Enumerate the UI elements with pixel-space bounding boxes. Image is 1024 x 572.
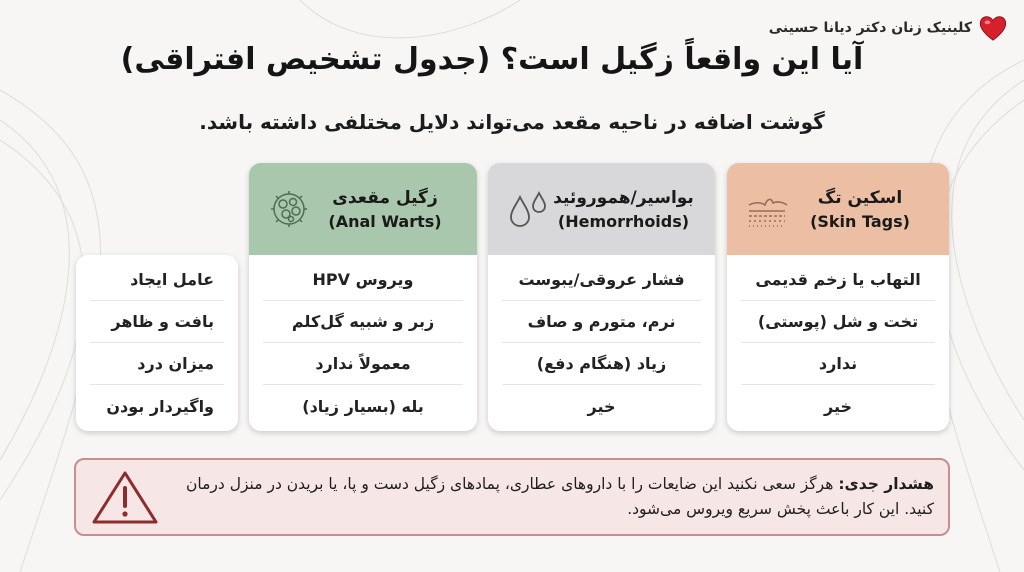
cell-texture: زبر و شبیه گل‌کلم <box>263 301 463 343</box>
cell-pain: معمولاً ندارد <box>263 343 463 385</box>
row-label-texture: بافت و ظاهر <box>90 301 224 343</box>
column-title-english: (Hemorrhoids) <box>557 211 690 231</box>
warning-text-block <box>170 472 934 522</box>
page-subtitle: گوشت اضافه در ناحیه مقعد می‌تواند دلایل مختلفی داشته باشد. <box>199 110 825 134</box>
clinic-brand <box>769 14 1008 42</box>
row-label-pain: میزان درد <box>90 343 224 385</box>
column-title-english: (Anal Warts) <box>328 211 442 231</box>
skin-layers-icon <box>745 187 789 231</box>
cell-texture: نرم، متورم و صاف <box>502 301 701 343</box>
warning-label: هشدار جدی: <box>838 475 934 493</box>
column-card-hemorrhoids <box>488 163 715 431</box>
cell-cause: فشار عروقی/یبوست <box>502 259 701 301</box>
warning-box <box>74 458 950 536</box>
cell-cause: ویروس HPV <box>263 259 463 301</box>
column-header <box>249 163 477 255</box>
row-label-cause: عامل ایجاد <box>90 259 224 301</box>
column-title: اسکین تگ <box>817 187 903 208</box>
cell-texture: تخت و شل (پوستی) <box>741 301 935 343</box>
clinic-name: کلینیک زنان دکتر دیانا حسینی <box>768 20 972 36</box>
column-title: زگیل مقعدی <box>332 187 438 208</box>
column-header <box>488 163 715 255</box>
column-card-anal-warts <box>249 163 477 431</box>
warning-triangle-icon <box>90 468 160 526</box>
cell-contagious: خیر <box>824 396 853 416</box>
page-title: آیا این واقعاً زگیل است؟ (جدول تشخیص افتراقی) <box>120 42 864 77</box>
cell-pain: ندارد <box>741 343 935 385</box>
warning-message: هرگز سعی نکنید این ضایعات را با داروهای عطاری، پمادهای زگیل دست و پا، یا بریدن در منزل درمان کنید. این کار باعث پخش سریع ویروس می‌شود. <box>186 475 934 518</box>
virus-cluster-icon <box>267 187 311 231</box>
cell-cause: التهاب یا زخم قدیمی <box>741 259 935 301</box>
cell-pain: زیاد (هنگام دفع) <box>502 343 701 385</box>
column-card-skin-tags <box>727 163 949 431</box>
column-title-english: (Skin Tags) <box>810 211 910 231</box>
column-header <box>727 163 949 255</box>
cell-contagious: بله (بسیار زیاد) <box>302 396 424 416</box>
row-labels-card <box>76 255 238 431</box>
heart-icon <box>978 14 1008 42</box>
cell-contagious: خیر <box>587 396 616 416</box>
column-title: بواسیر/هموروئید <box>553 187 694 208</box>
droplets-icon <box>506 187 550 231</box>
row-label-contagious: واگیردار بودن <box>106 396 214 416</box>
